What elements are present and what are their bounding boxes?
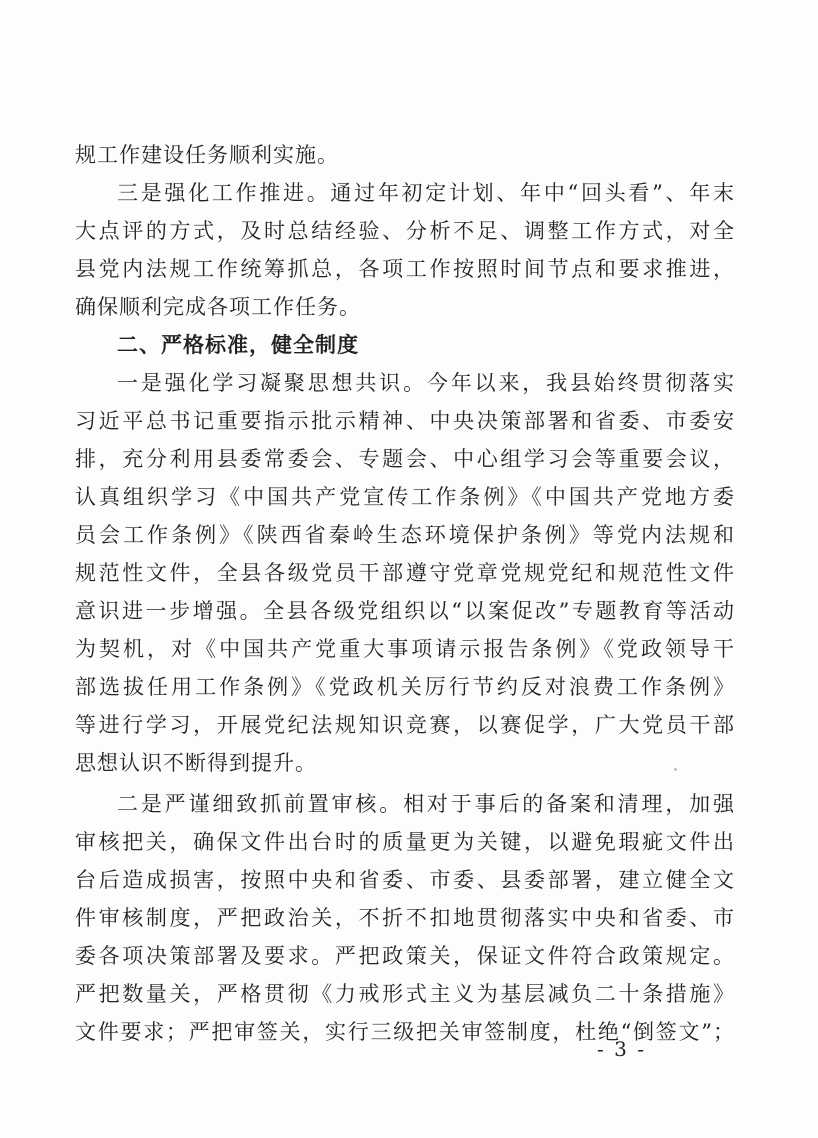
text-line: 件审核制度，严把政治关，不折不扣地贯彻落实中央和省委、市	[75, 906, 735, 930]
text-line: 等进行学习，开展党纪法规知识竞赛，以赛促学，广大党员干部	[75, 713, 735, 737]
text-line: 台后造成损害，按照中央和省委、市委、县委部署，建立健全文	[75, 868, 735, 892]
text-line: 规工作建设任务顺利实施。	[75, 143, 339, 167]
text-line: 意识进一步增强。全县各级党组织以“以案促改”专题教育等活动	[75, 599, 735, 623]
text-line: 规范性文件，全县各级党员干部遵守党章党规党纪和规范性文件	[75, 561, 735, 585]
text-line: 县党内法规工作统筹抓总，各项工作按照时间节点和要求推进，	[75, 257, 735, 281]
text-line: 三是强化工作推进。通过年初定计划、年中“回头看”、年末	[117, 181, 735, 205]
text-line: 思想认识不断得到提升。	[75, 751, 317, 775]
page-number: - 3 -	[597, 1037, 646, 1061]
text-line: 员会工作条例》《陕西省秦岭生态环境保护条例》等党内法规和	[75, 523, 735, 547]
section-heading: 二、严格标准，健全制度	[117, 333, 359, 357]
text-line: 审核把关，确保文件出台时的质量更为关键，以避免瑕疵文件出	[75, 830, 735, 854]
text-line: 委各项决策部署及要求。严把政策关，保证文件符合政策规定。	[75, 944, 735, 968]
text-line: 大点评的方式，及时总结经验、分析不足、调整工作方式，对全	[75, 219, 735, 243]
document-body	[75, 136, 735, 1051]
text-line: 确保顺利完成各项工作任务。	[75, 295, 361, 319]
text-line: 一是强化学习凝聚思想共识。今年以来，我县始终贯彻落实	[117, 371, 735, 395]
text-line: 严把数量关，严格贯彻《力戒形式主义为基层减负二十条措施》	[75, 982, 735, 1006]
text-line: 习近平总书记重要指示批示精神、中央决策部署和省委、市委安	[75, 409, 735, 433]
text-line: 文件要求；严把审签关，实行三级把关审签制度，杜绝“倒签文”；	[75, 1020, 735, 1044]
text-line: 部选拔任用工作条例》《党政机关厉行节约反对浪费工作条例》	[75, 675, 735, 699]
text-line: 排，充分利用县委常委会、专题会、中心组学习会等重要会议，	[75, 447, 735, 471]
text-line: 认真组织学习《中国共产党宣传工作条例》《中国共产党地方委	[75, 485, 735, 509]
text-line: 为契机，对《中国共产党重大事项请示报告条例》《党政领导干	[75, 637, 735, 661]
text-line: 二是严谨细致抓前置审核。相对于事后的备案和清理，加强	[117, 792, 735, 816]
